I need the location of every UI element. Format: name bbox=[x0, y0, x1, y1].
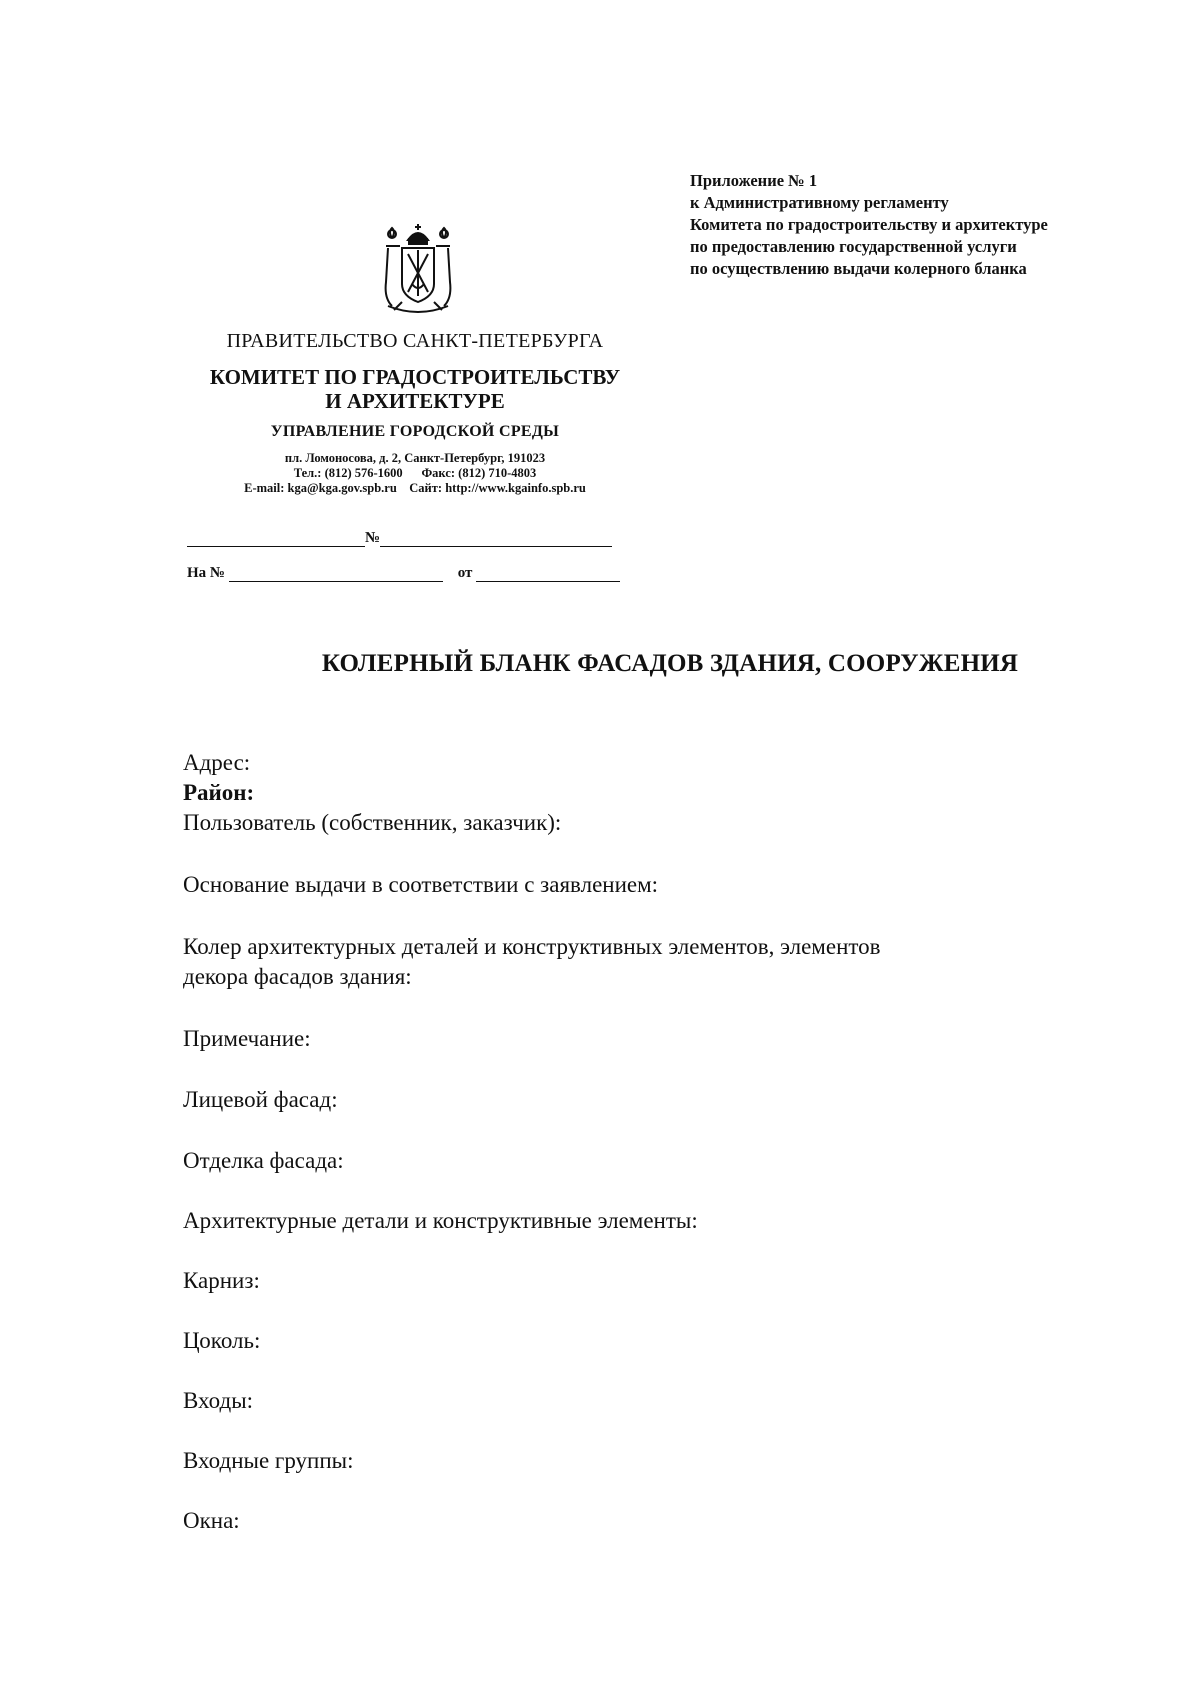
date-blank bbox=[187, 530, 365, 547]
number-sign: № bbox=[365, 530, 381, 546]
postal-address: пл. Ломоносова, д. 2, Санкт-Петербург, 191023 bbox=[284, 451, 546, 465]
appendix-line: по осуществлению выдачи колерного бланка bbox=[690, 259, 1027, 278]
field-facade-finish: Отделка фасада: bbox=[183, 1148, 344, 1173]
number-blank bbox=[380, 530, 612, 547]
field-basis: Основание выдачи в соответствии с заявлением: bbox=[183, 872, 659, 897]
department-name: УПРАВЛЕНИЕ ГОРОДСКОЙ СРЕДЫ bbox=[270, 423, 560, 440]
website: Сайт: http://www.kgainfo.spb.ru bbox=[409, 481, 586, 495]
field-district: Район: bbox=[183, 780, 255, 805]
appendix-line: Приложение № 1 bbox=[690, 171, 818, 190]
field-entrances: Входы: bbox=[183, 1388, 254, 1413]
field-cornice: Карниз: bbox=[183, 1268, 260, 1293]
government-name: ПРАВИТЕЛЬСТВО САНКТ-ПЕТЕРБУРГА bbox=[226, 330, 604, 352]
appendix-line: по предоставлению государственной услуги bbox=[690, 237, 1017, 256]
appendix-note bbox=[690, 170, 1170, 280]
organization-header bbox=[180, 330, 650, 496]
phone-fax-line bbox=[180, 466, 650, 481]
field-entrance-groups: Входные группы: bbox=[183, 1448, 354, 1473]
field-plinth: Цоколь: bbox=[183, 1328, 261, 1353]
from-label: от bbox=[457, 565, 473, 581]
outgoing-number-line bbox=[187, 530, 627, 547]
reply-label: На № bbox=[187, 565, 225, 581]
from-date-blank bbox=[476, 565, 620, 582]
field-note: Примечание: bbox=[183, 1026, 311, 1051]
document-title: КОЛЕРНЫЙ БЛАНК ФАСАДОВ ЗДАНИЯ, СООРУЖЕНИЯ bbox=[321, 650, 1019, 677]
committee-name-line1: КОМИТЕТ ПО ГРАДОСТРОИТЕЛЬСТВУ bbox=[209, 365, 621, 389]
fax: Факс: (812) 710-4803 bbox=[421, 466, 537, 480]
saint-petersburg-coat-of-arms-icon bbox=[378, 222, 458, 316]
appendix-line: к Административному регламенту bbox=[690, 193, 949, 212]
field-colour-line1: Колер архитектурных деталей и конструктивных элементов, элементов bbox=[183, 934, 881, 959]
reply-number-line bbox=[187, 565, 627, 582]
appendix-line: Комитета по градостроительству и архитектуре bbox=[690, 215, 1048, 234]
field-front-facade: Лицевой фасад: bbox=[183, 1087, 338, 1112]
field-windows: Окна: bbox=[183, 1508, 240, 1533]
phone: Тел.: (812) 576-1600 bbox=[293, 466, 403, 480]
reply-number-blank bbox=[229, 565, 443, 582]
committee-name-line2: И АРХИТЕКТУРЕ bbox=[325, 389, 505, 413]
field-user: Пользователь (собственник, заказчик): bbox=[183, 810, 562, 835]
email: E-mail: kga@kga.gov.spb.ru bbox=[244, 481, 397, 495]
field-address: Адрес: bbox=[183, 750, 251, 775]
email-site-line bbox=[180, 481, 650, 496]
field-colour-line2: декора фасадов здания: bbox=[183, 964, 412, 989]
field-arch-details: Архитектурные детали и конструктивные элементы: bbox=[183, 1208, 698, 1233]
contacts-block bbox=[180, 451, 650, 496]
